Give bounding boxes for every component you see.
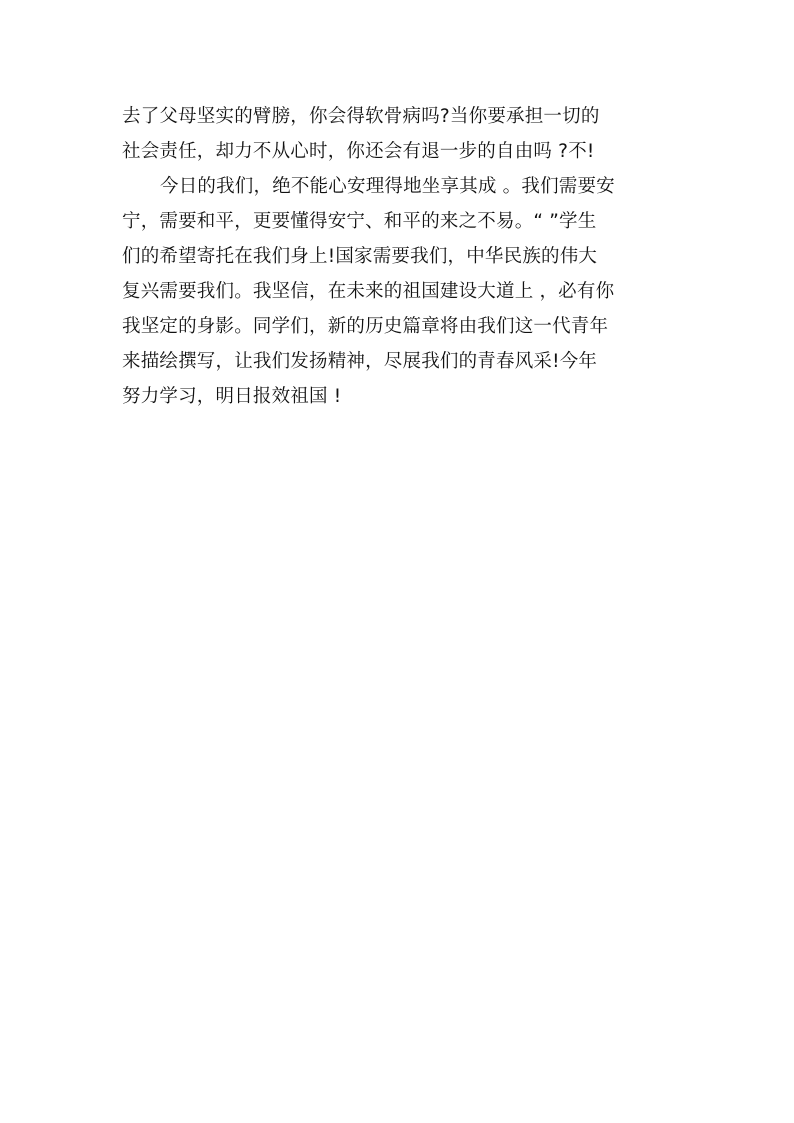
body-text (122, 99, 682, 414)
text-line: 复兴需要我们。我坚信，在未来的祖国建设大道上 ，必有你 (122, 281, 615, 302)
text-line: 去了父母坚实的臂膀，你会得软骨病吗?当你要承担一切的 (122, 106, 600, 127)
text-line: 宁，需要和平，更要懂得安宁、和平的来之不易。“ ”学生 (122, 211, 597, 232)
text-line: 我坚定的身影。同学们，新的历史篇章将由我们这一代青年 (122, 316, 609, 337)
paragraph-start-line: 今日的我们，绝不能心安理得地坐享其成 。我们需要安 (160, 176, 615, 197)
text-line: 社会责任，却力不从心时，你还会有退一步的自由吗 ?不! (122, 141, 595, 162)
text-line: 努力学习，明日报效祖国 ! (122, 386, 342, 407)
text-line: 来描绘撰写，让我们发扬精神，尽展我们的青春风采!今年 (122, 351, 598, 372)
text-line: 们的希望寄托在我们身上!国家需要我们，中华民族的伟大 (122, 246, 598, 267)
